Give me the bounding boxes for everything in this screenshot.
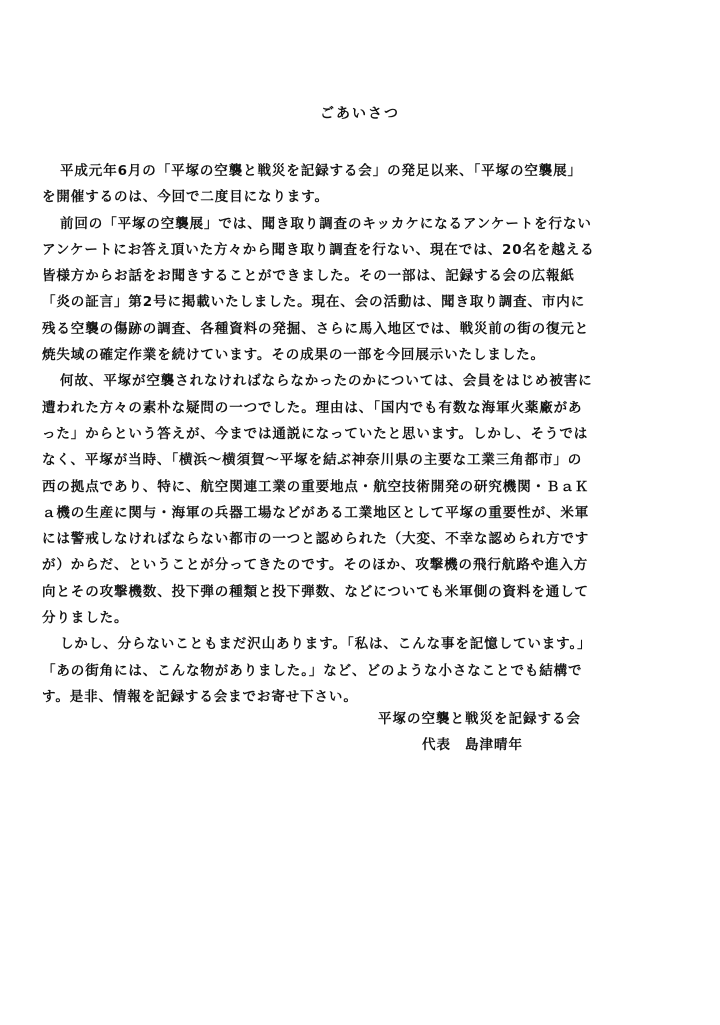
paragraph-line: 焼失域の確定作業を続けています。その成果の一部を今回展示いたしました。 <box>42 347 545 364</box>
paragraph-line: 「あの街角には、こんな物がありました。」など、どのような小さなことでも結構で <box>42 662 583 679</box>
paragraph-line: 前回の「平塚の空襲展」では、聞き取り調査のキッカケになるアンケートを行ない <box>60 215 592 232</box>
paragraph-line: には警戒しなければならない都市の一つと認められた（大変、不幸な認められ方です <box>42 531 590 548</box>
paragraph-line: 西の拠点であり、特に、航空関連工業の重要地点・航空技術開発の研究機関・ＢａＫ <box>42 478 590 495</box>
paragraph-line: アンケートにお答え頂いた方々から聞き取り調査を行ない、現在では、20名を越える <box>42 241 595 258</box>
paragraph-line: 向とその攻撃機数、投下弾の種類と投下弾数、などについても米軍側の資料を通して <box>42 583 589 600</box>
page-title: ごあいさつ <box>320 106 400 122</box>
representative-line <box>378 732 678 758</box>
paragraph-line: が）からだ、ということが分ってきたのです。そのほか、攻撃機の飛行航路や進入方 <box>42 557 589 574</box>
paragraph-line: 平成元年6月の「平塚の空襲と戦災を記録する会」の発足以来、「平塚の空襲展」 <box>60 163 582 179</box>
paragraph-line: 分りました。 <box>42 610 129 627</box>
paragraph-line: 皆様方からお話をお聞きすることができました。その一部は、記録する会の広報紙 <box>42 268 575 285</box>
representative-name: 島津晴年 <box>465 737 523 753</box>
representative-role: 代表 <box>422 737 451 753</box>
organization-name: 平塚の空襲と戦災を記録する会 <box>378 711 581 727</box>
paragraph-line: 遭われた方々の素朴な疑問の一つでした。理由は、「国内でも有数な海軍火薬廠があ <box>42 399 583 416</box>
paragraph-line: 「炎の証言」第2号に掲載いたしました。現在、会の活動は、聞き取り調査、市内に <box>42 294 586 311</box>
paragraph-line: を開催するのは、今回で二度目になります。 <box>42 189 329 206</box>
paragraph-line: 何故、平塚が空襲されなければならなかったのかについては、会員をはじめ被害に <box>60 373 593 390</box>
paragraph-line: 残る空襲の傷跡の調査、各種資料の発掘、さらに馬入地区では、戦災前の街の復元と <box>42 320 590 337</box>
signature-block <box>378 706 678 758</box>
paragraph-line: なく、平塚が当時、「横浜～横須賀～平塚を結ぶ神奈川県の主要な工業三角都市」の <box>42 452 583 469</box>
paragraph-line: ａ機の生産に関与・海軍の兵器工場などがある工業地区として平塚の重要性が、米軍 <box>42 504 590 521</box>
paragraph-line: った」からという答えが、今までは通説になっていたと思います。しかし、そうでは <box>42 425 589 442</box>
paragraph-line: しかし、分らないこともまだ沢山あります。「私は、こんな事を記憶しています。」 <box>60 636 592 653</box>
greeting-body <box>42 158 690 710</box>
paragraph-line: す。是非、情報を記録する会までお寄せ下さい。 <box>42 688 358 705</box>
